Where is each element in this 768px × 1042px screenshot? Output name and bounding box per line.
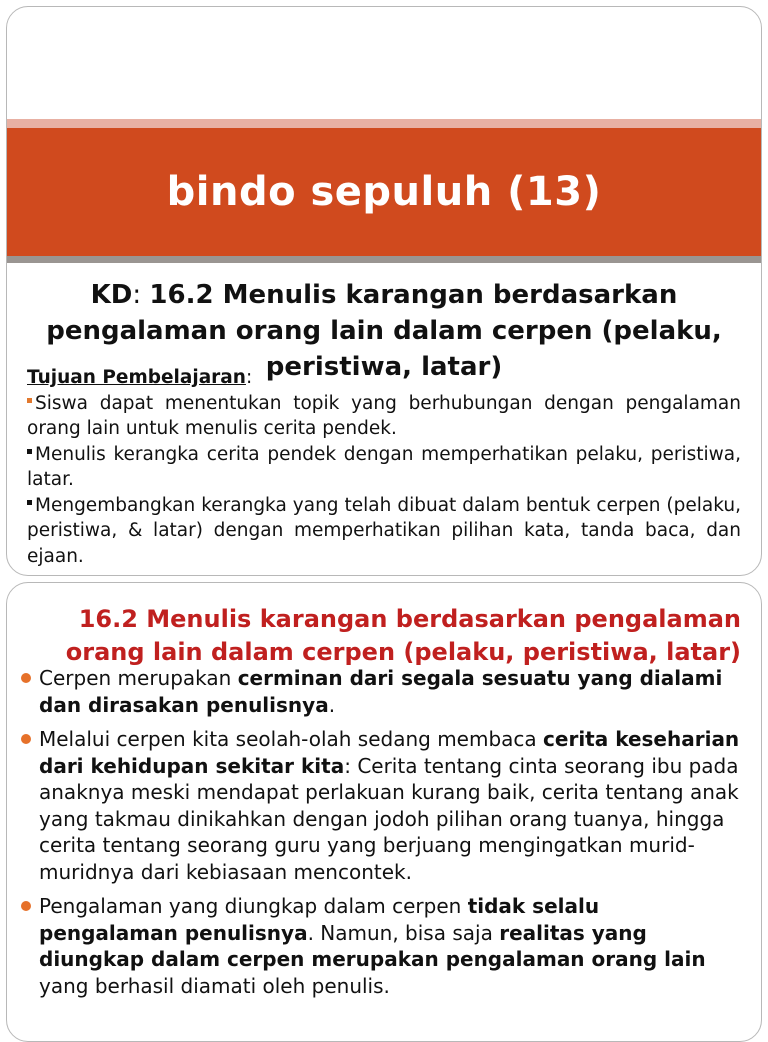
objective-item bbox=[27, 442, 741, 493]
slide-2-title: 16.2 Menulis karangan berdasarkan pengalaman orang lain dalam cerpen (pelaku, peristiwa, latar) bbox=[65, 605, 741, 666]
bullet-plain-text: . Namun, bisa saja bbox=[307, 920, 500, 945]
title-banner bbox=[7, 128, 761, 256]
objective-item bbox=[27, 493, 741, 570]
bullet-plain-text: Cerpen merupakan bbox=[39, 666, 238, 690]
kd-label: KD bbox=[90, 280, 133, 310]
kd-colon: : bbox=[132, 280, 150, 310]
bullet-list bbox=[21, 665, 741, 1007]
bullet-plain-text: : Cerita tentang cinta seorang ibu pada anaknya meski mendapat perlakuan kurang baik, cerita tentang anak yang takmau dinikahkan dengan jodoh pilihan orang tuanya, hingga cerita tentang seorang guru yang berjuang mengingatkan murid-muridnya dari kebiasaan mencontek. bbox=[39, 753, 739, 884]
square-bullet-icon bbox=[27, 449, 32, 454]
objective-text: Mengembangkan kerangka yang telah dibuat dalam bentuk cerpen (pelaku, peristiwa, & latar) dengan memperhatikan pilihan kata, tanda baca, dan ejaan. bbox=[27, 494, 741, 567]
kd-text: 16.2 Menulis karangan berdasarkan pengalaman orang lain dalam cerpen (pelaku, peristiwa, latar) bbox=[46, 280, 722, 382]
slide-1 bbox=[6, 6, 762, 576]
bullet-text bbox=[39, 726, 741, 885]
objective-item bbox=[27, 391, 741, 442]
bullet-item bbox=[21, 726, 741, 885]
bullet-bold-text: cerminan dari segala sesuatu yang dialami dan dirasakan penulisnya bbox=[39, 666, 723, 717]
bullet-text bbox=[39, 893, 741, 999]
slide-title: bindo sepuluh (13) bbox=[166, 169, 602, 215]
objective-text: Siswa dapat menentukan topik yang berhubungan dengan pengalaman orang lain untuk menulis cerita pendek. bbox=[27, 392, 741, 439]
bullet-dot-icon bbox=[21, 673, 31, 683]
bullet-plain-text: Melalui cerpen kita seolah-olah sedang membaca bbox=[39, 727, 544, 751]
objectives-heading-colon: : bbox=[245, 367, 253, 388]
banner-bottom-band bbox=[7, 256, 761, 263]
bullet-item bbox=[21, 665, 741, 718]
objectives-heading-line bbox=[27, 365, 741, 391]
banner-top-band bbox=[7, 119, 761, 128]
bullet-dot-icon bbox=[21, 901, 31, 911]
learning-objectives bbox=[27, 365, 741, 569]
bullet-plain-text: . bbox=[328, 692, 336, 717]
slide-2 bbox=[6, 582, 762, 1042]
bullet-dot-icon bbox=[21, 734, 31, 744]
bullet-bold-text: realitas yang diungkap dalam cerpen merupakan pengalaman orang lain bbox=[39, 920, 706, 971]
bullet-bold-text: cerita keseharian dari kehidupan sekitar kita bbox=[39, 727, 740, 778]
bullet-plain-text: Pengalaman yang diungkap dalam cerpen bbox=[39, 894, 468, 918]
objective-text: Menulis kerangka cerita pendek dengan memperhatikan pelaku, peristiwa, latar. bbox=[27, 443, 741, 490]
square-bullet-icon bbox=[27, 398, 32, 403]
bullet-plain-text: yang berhasil diamati oleh penulis. bbox=[39, 973, 390, 998]
square-bullet-icon bbox=[27, 500, 32, 505]
bullet-text bbox=[39, 665, 741, 718]
bullet-item bbox=[21, 893, 741, 999]
bullet-bold-text: tidak selalu pengalaman penulisnya bbox=[39, 894, 600, 945]
objectives-heading: Tujuan Pembelajaran bbox=[27, 367, 246, 388]
